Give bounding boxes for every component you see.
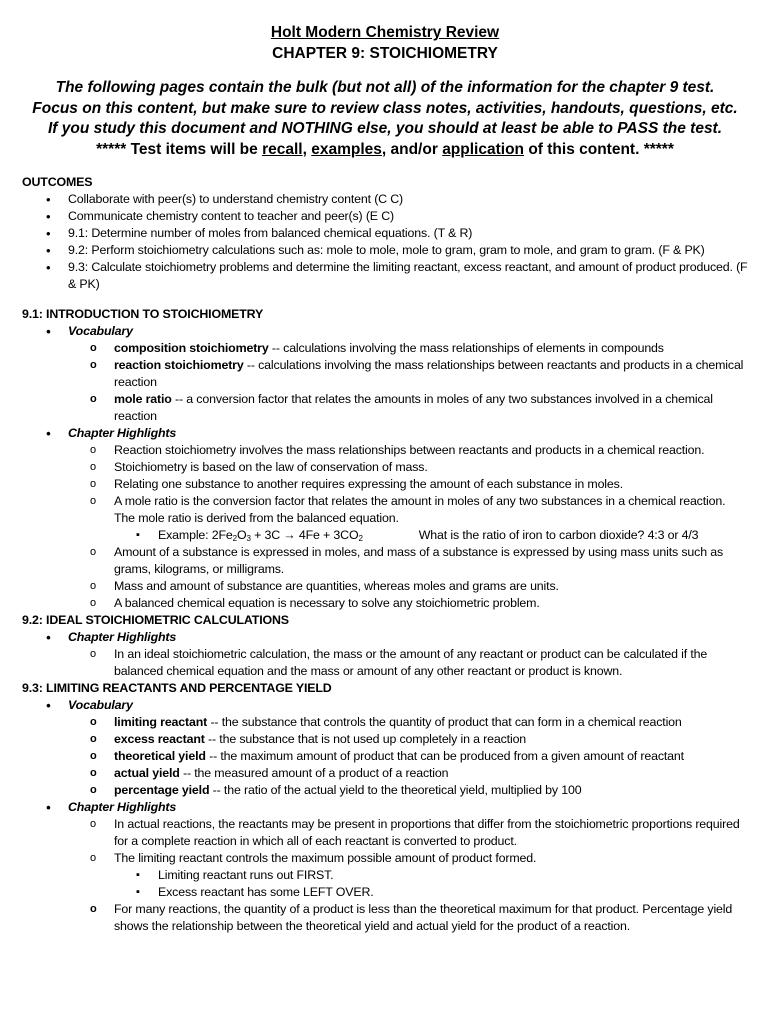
intro-line-2: Focus on this content, but make sure to review class notes, activities, handouts, questions, etc. xyxy=(32,99,738,117)
highlights-list xyxy=(68,816,748,901)
highlights-group xyxy=(22,799,748,935)
intro-line-1: The following pages contain the bulk (but not all) of the information for the chapter 9 test. xyxy=(55,79,715,96)
arrow-icon: → xyxy=(283,528,296,542)
list-item: o excess reactant -- the substance that is not used up completely in a reaction xyxy=(22,731,748,748)
list-item: • 9.3: Calculate stoichiometry problems and determine the limiting reactant, excess reactant, and amount of product produced. (F & PK) xyxy=(22,259,748,293)
vocabulary-group xyxy=(22,697,748,799)
vocabulary-label: Vocabulary xyxy=(68,698,133,712)
list-item: • Communicate chemistry content to teacher and peer(s) (E C) xyxy=(22,208,748,225)
list-item: o In an ideal stoichiometric calculation, the mass or the amount of any reactant or product can be calculated if the balanced chemical equation and the mass or amount of any other reactant or product is known. xyxy=(22,646,748,680)
list-item: o Stoichiometry is based on the law of conservation of mass. xyxy=(22,459,748,476)
example-question: What is the ratio of iron to carbon dioxide? 4:3 or 4/3 xyxy=(418,528,699,542)
outcomes-list xyxy=(22,191,748,293)
highlights-label: Chapter Highlights xyxy=(68,426,177,440)
vocabulary-list xyxy=(68,340,748,425)
list-item: o Relating one substance to another requires expressing the amount of each substance in moles. xyxy=(22,476,748,493)
list-item: o Amount of a substance is expressed in moles, and mass of a substance is expressed by using mass units such as grams, kilograms, or milligrams. xyxy=(22,544,748,578)
list-item: o actual yield -- the measured amount of a product of a reaction xyxy=(22,765,748,782)
list-item: o mole ratio -- a conversion factor that relates the amounts in moles of any two substances involved in a chemical reaction xyxy=(22,391,748,425)
vocabulary-group xyxy=(22,323,748,425)
list-item: o The limiting reactant controls the maximum possible amount of product formed. ▪ Limiting reactant runs out FIRST. ▪ Excess reactant has some LEFT OVER. xyxy=(22,850,748,901)
list-item: ▪ Excess reactant has some LEFT OVER. xyxy=(22,884,748,901)
highlights-group xyxy=(22,425,748,612)
intro-line-4: ***** Test items will be recall, examples, and/or application of this content. ***** xyxy=(96,140,674,158)
section-heading-9-3: 9.3: LIMITING REACTANTS AND PERCENTAGE YIELD xyxy=(22,681,332,695)
outcomes-heading: OUTCOMES xyxy=(22,175,93,189)
vocabulary-label: Vocabulary xyxy=(68,324,133,338)
list-item: o Reaction stoichiometry involves the mass relationships between reactants and products in a chemical reaction. xyxy=(22,442,748,459)
list-item: o A balanced chemical equation is necessary to solve any stoichiometric problem. xyxy=(22,595,748,612)
section-heading-9-2: 9.2: IDEAL STOICHIOMETRIC CALCULATIONS xyxy=(22,613,289,627)
list-item: o In actual reactions, the reactants may be present in proportions that differ from the stoichiometric proportions required for a complete reaction in which all of each reactant is converted to product. xyxy=(22,816,748,850)
list-item: • 9.1: Determine number of moles from balanced chemical equations. (T & R) xyxy=(22,225,748,242)
list-item: o theoretical yield -- the maximum amount of product that can be produced from a given amount of reactant xyxy=(22,748,748,765)
vocabulary-list xyxy=(68,714,748,799)
intro-line-3: If you study this document and NOTHING else, you should at least be able to PASS the test. xyxy=(47,120,723,137)
section-9-2-list xyxy=(22,629,748,680)
limiting-sub-list xyxy=(114,867,748,901)
list-item: o For many reactions, the quantity of a product is less than the theoretical maximum for that product. Percentage yield shows the relationship between the theoretical yield and actual yield for the product of a reaction. xyxy=(22,901,748,935)
list-item: • Collaborate with peer(s) to understand chemistry content (C C) xyxy=(22,191,748,208)
section-heading-9-1: 9.1: INTRODUCTION TO STOICHIOMETRY xyxy=(22,307,264,321)
list-item: o composition stoichiometry -- calculations involving the mass relationships of elements in compounds xyxy=(22,340,748,357)
chapter-title: CHAPTER 9: STOICHIOMETRY xyxy=(272,45,498,62)
list-item: o reaction stoichiometry -- calculations involving the mass relationships between reactants and products in a chemical reaction xyxy=(22,357,748,391)
list-item: o percentage yield -- the ratio of the actual yield to the theoretical yield, multiplied by 100 xyxy=(22,782,748,799)
intro-paragraph xyxy=(22,78,748,160)
list-item: o limiting reactant -- the substance that controls the quantity of product that can form in a chemical reaction xyxy=(22,714,748,731)
example-list xyxy=(114,527,748,544)
example-equation: ▪ Example: $2Fe_2O_3 + 3C \to 4Fe + 3CO_2$ What is the ratio of iron to carbon dioxide? 4:3 or 4/3 xyxy=(22,527,748,544)
document-title xyxy=(22,22,748,64)
section-9-3-list xyxy=(22,697,748,935)
list-item: o A mole ratio is the conversion factor that relates the amount in moles of any two substances in a chemical reaction. The mole ratio is derived from the balanced equation. ▪ Example: $2Fe_2O_3 + 3C \to 4Fe + 3CO_2$ What is the ratio of iron to carbon dioxide? 4:3 or 4/3 xyxy=(22,493,748,544)
list-item: o Mass and amount of substance are quantities, whereas moles and grams are units. xyxy=(22,578,748,595)
list-item: • 9.2: Perform stoichiometry calculations such as: mole to mole, mole to gram, gram to mole, and gram to gram. (F & PK) xyxy=(22,242,748,259)
highlights-list-continued xyxy=(68,901,748,935)
section-9-1-list xyxy=(22,323,748,612)
highlights-label: Chapter Highlights xyxy=(68,800,177,814)
highlights-list xyxy=(68,646,748,680)
highlights-group xyxy=(22,629,748,680)
list-item: ▪ Limiting reactant runs out FIRST. xyxy=(22,867,748,884)
course-title: Holt Modern Chemistry Review xyxy=(270,24,500,41)
highlights-label: Chapter Highlights xyxy=(68,630,177,644)
highlights-list xyxy=(68,442,748,612)
